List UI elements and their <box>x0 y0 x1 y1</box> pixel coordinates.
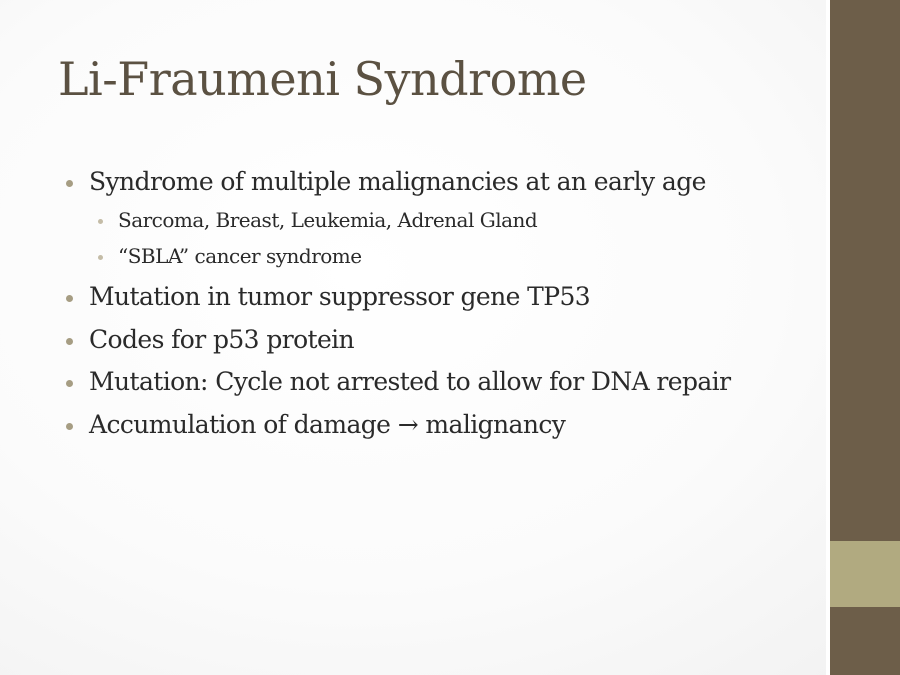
bullet-text: Syndrome of multiple malignancies at an early age <box>89 167 706 196</box>
bullet-text: Sarcoma, Breast, Leukemia, Adrenal Gland <box>118 208 538 232</box>
bullet-text: Mutation: Cycle not arrested to allow for DNA repair <box>89 367 731 396</box>
bullet-dot-icon <box>66 338 73 345</box>
bullet-text: Codes for p53 protein <box>89 325 355 354</box>
bullet-item <box>89 410 565 439</box>
bullet-item <box>89 367 730 396</box>
sub-bullet-item <box>118 244 362 268</box>
slide-title: Li-Fraumeni Syndrome <box>58 52 587 106</box>
bullet-dot-icon <box>66 423 73 430</box>
bullet-text: “SBLA” cancer syndrome <box>118 244 362 268</box>
bullet-dot-icon <box>66 380 73 387</box>
bullet-item <box>89 282 590 311</box>
bullet-dot-icon <box>66 295 73 302</box>
bullet-dot-icon <box>98 255 103 260</box>
bullet-item <box>89 325 354 354</box>
bullet-dot-icon <box>66 180 73 187</box>
bullet-text: Mutation in tumor suppressor gene TP53 <box>89 282 591 311</box>
side-accent-block <box>830 541 900 607</box>
sub-bullet-item <box>118 208 537 232</box>
bullet-dot-icon <box>98 219 103 224</box>
bullet-text: Accumulation of damage → malignancy <box>89 410 566 439</box>
bullet-item <box>89 167 706 196</box>
